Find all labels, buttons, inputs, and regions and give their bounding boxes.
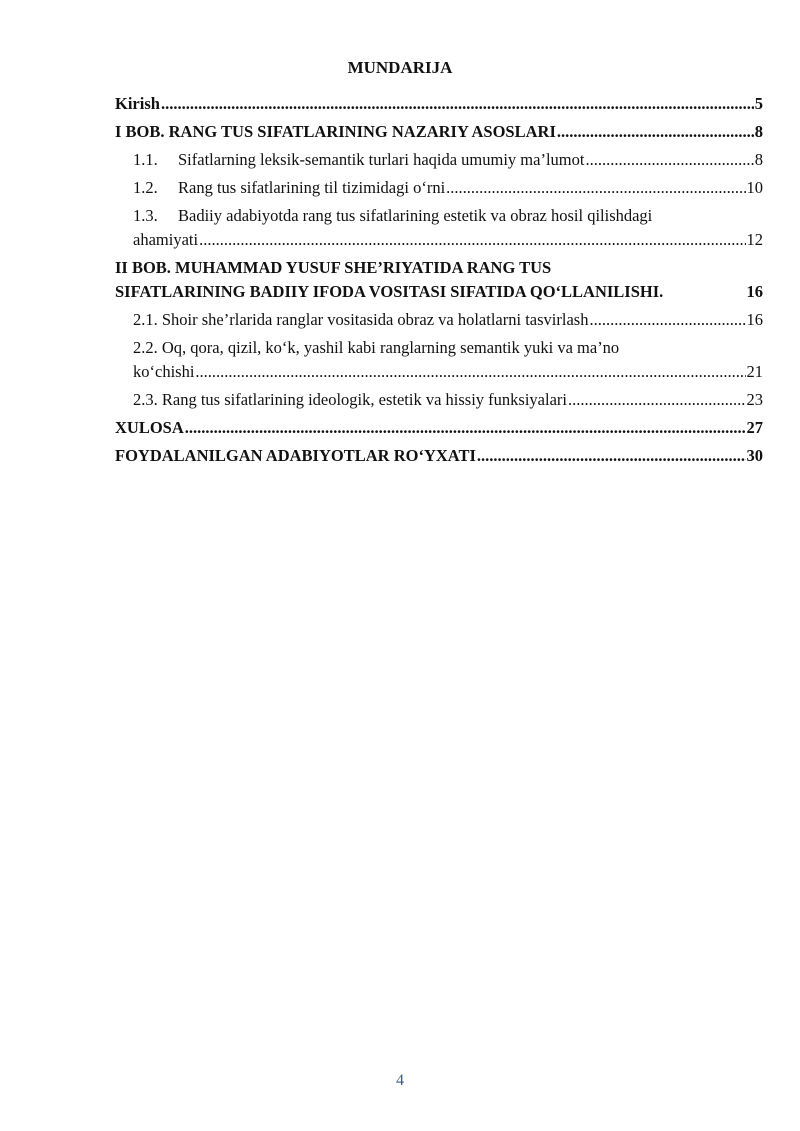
toc-entry-references[interactable] [115, 444, 763, 468]
toc-entry-label-line1: II BOB. MUHAMMAD YUSUF SHE’RIYATIDA RANG TUS [115, 258, 552, 277]
toc-entry-page: 21 [746, 362, 763, 381]
toc-entry-page: 16 [746, 282, 763, 301]
dot-leader [446, 176, 745, 200]
toc-entry-number: 1.2. [133, 178, 158, 197]
toc-entry-kirish[interactable] [115, 92, 763, 116]
toc-entry-2-2[interactable] [115, 336, 763, 384]
toc-entry-2-1[interactable] [115, 308, 763, 332]
dot-leader [585, 148, 753, 172]
dot-leader [568, 388, 746, 412]
dot-leader [477, 444, 746, 468]
toc-entry-page: 5 [754, 94, 763, 113]
toc-entry-label: Rang tus sifatlarining til tizimidagi o‘rni [178, 178, 446, 197]
toc-title: MUNDARIJA [347, 58, 453, 77]
toc-entry-page: 23 [746, 390, 763, 409]
toc-entry-label: FOYDALANILGAN ADABIYOTLAR RO‘YXATI [115, 446, 476, 465]
dot-leader [557, 120, 754, 144]
toc-entry-label: XULOSA [115, 418, 184, 437]
toc-entry-chapter-1[interactable] [115, 120, 763, 144]
toc-entry-page: 16 [746, 310, 763, 329]
toc-entry-page: 10 [746, 178, 763, 197]
toc-entry-page: 8 [754, 122, 763, 141]
toc-entry-xulosa[interactable] [115, 416, 763, 440]
toc-entry-label-line1: Badiiy adabiyotda rang tus sifatlarining estetik va obraz hosil qilishdagi [178, 206, 653, 225]
toc-entry-1-2[interactable] [115, 176, 763, 200]
toc-entry-chapter-2[interactable] [115, 256, 763, 304]
toc-entry-page: 27 [746, 418, 763, 437]
toc-entry-label-line2: SIFATLARINING BADIIY IFODA VOSITASI SIFATIDA QO‘LLANILISHI. [115, 282, 664, 301]
toc-entry-label-line2: ahamiyati [133, 230, 199, 249]
dot-leader [161, 92, 754, 116]
dot-leader [185, 416, 746, 440]
toc-entry-number: 1.1. [133, 150, 158, 169]
page-number: 4 [396, 1072, 404, 1089]
toc-entry-label: Kirish [115, 94, 160, 113]
dot-leader [195, 360, 745, 384]
toc-entry-page: 8 [754, 150, 763, 169]
dot-leader [199, 228, 745, 252]
toc-entry-label: 2.3. Rang tus sifatlarining ideologik, estetik va hissiy funksiyalari [133, 390, 567, 409]
toc-entry-2-3[interactable] [115, 388, 763, 412]
table-of-contents [115, 92, 763, 468]
toc-entry-label: I BOB. RANG TUS SIFATLARINING NAZARIY ASOSLARI [115, 122, 556, 141]
toc-entry-label-line2: ko‘chishi [133, 362, 195, 381]
toc-entry-page: 30 [746, 446, 763, 465]
toc-entry-label: 2.1. Shoir she’rlarida ranglar vositasida obraz va holatlarni tasvirlash [133, 310, 589, 329]
dot-leader [589, 308, 745, 332]
toc-entry-number: 1.3. [133, 206, 158, 225]
toc-entry-label: Sifatlarning leksik-semantik turlari haqida umumiy ma’lumot [178, 150, 585, 169]
toc-entry-page: 12 [746, 230, 763, 249]
toc-entry-label-line1: 2.2. Oq, qora, qizil, ko‘k, yashil kabi ranglarning semantik yuki va ma’no [133, 338, 620, 357]
toc-entry-1-1[interactable] [115, 148, 763, 172]
toc-entry-1-3[interactable] [115, 204, 763, 252]
